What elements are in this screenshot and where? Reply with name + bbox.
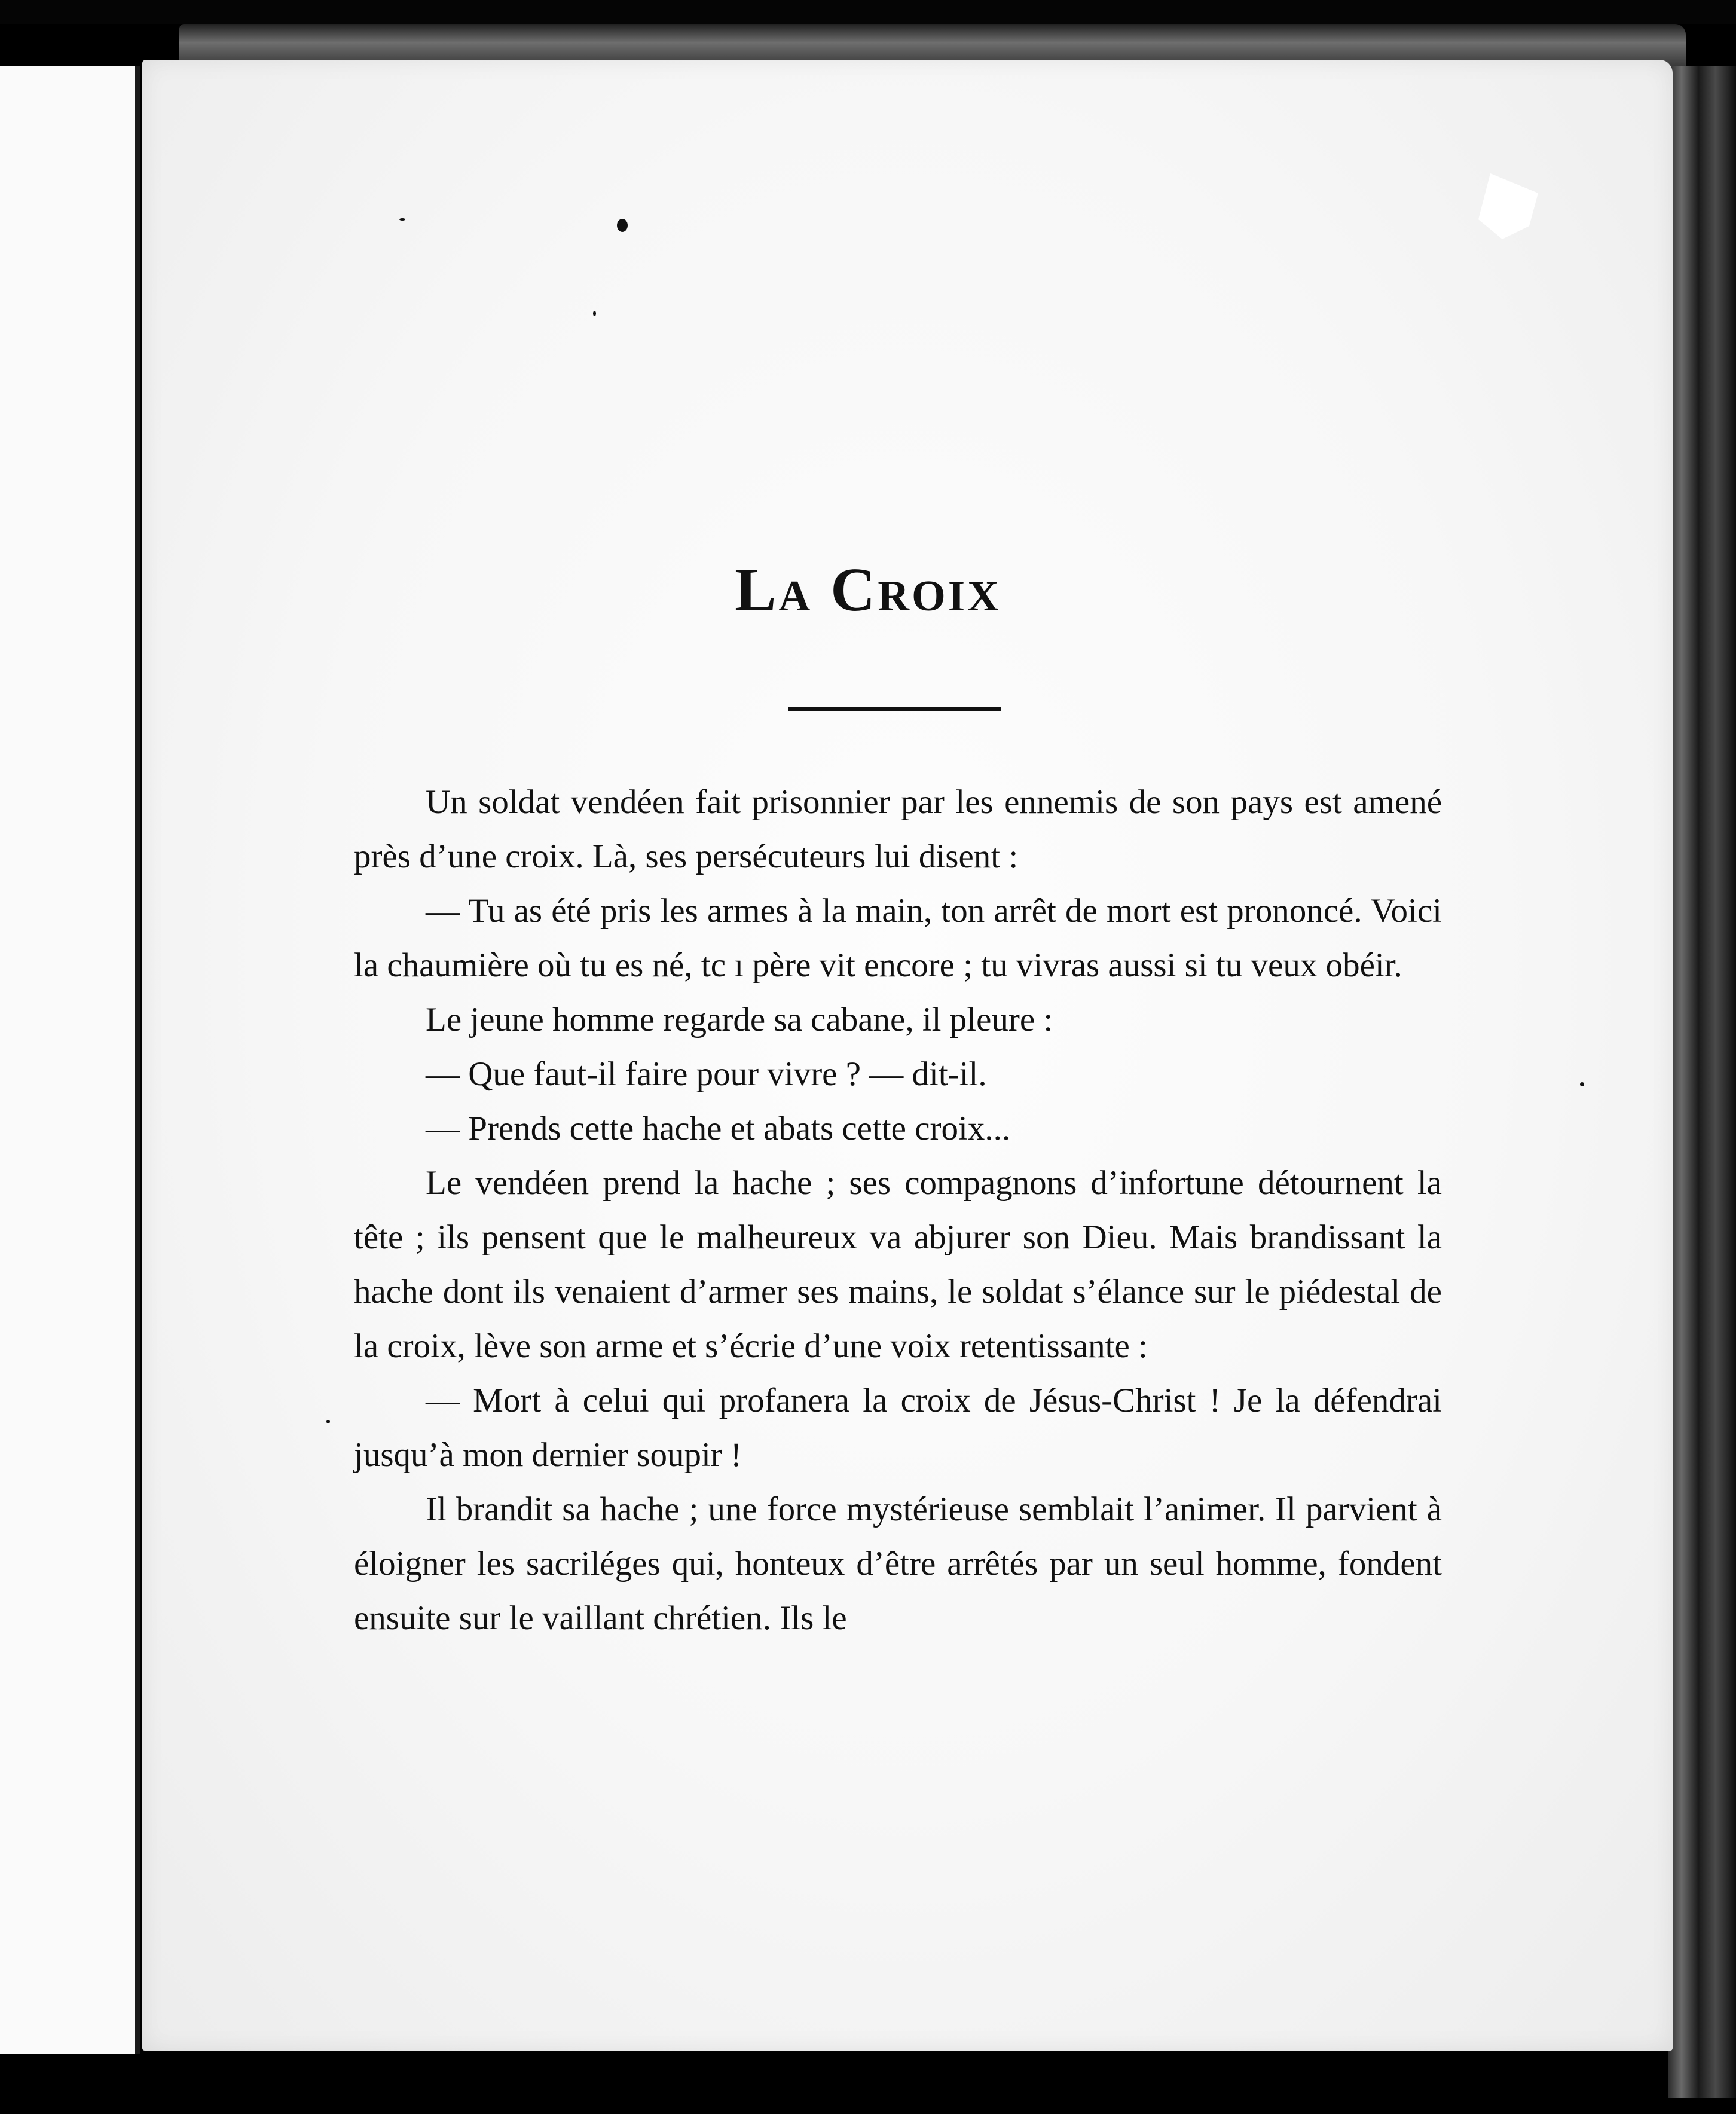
paragraph: — Prends cette hache et abats cette croix...: [426, 1110, 1011, 1147]
title-rule: [788, 707, 1001, 711]
page-stack-edge: [1668, 66, 1736, 2098]
paragraph: — Tu as été pris les armes à la main, ton arrêt de mort est prononcé. Voici la chaumière où tu es né, tc ı père vit encore ; tu vivras aussi si tu veux obéir.: [354, 892, 1442, 984]
ink-speck: [399, 218, 405, 221]
ink-speck: [1580, 1082, 1584, 1086]
paragraph: Le jeune homme regarde sa cabane, il pleure :: [426, 1001, 1053, 1038]
paragraph: — Que faut-il faire pour vivre ? — dit-il.: [426, 1055, 987, 1093]
body-text: [354, 775, 1442, 1645]
top-scan-border: [0, 0, 1736, 24]
paper-tear: [1478, 173, 1538, 239]
binding-edge: [135, 66, 140, 2054]
paragraph: Le vendéen prend la hache ; ses compagnons d’infortune détournent la tête ; ils pensent que le malheureux va abjurer son Dieu. Mais brandissant la hache dont ils venaient d’armer ses mains, le soldat s’élance sur le piédestal de la croix, lève son arme et s’écrie d’une voix retentissante :: [354, 1164, 1442, 1365]
paragraph: Un soldat vendéen fait prisonnier par les ennemis de son pays est amené près d’une croix. Là, ses persécuteurs lui disent :: [354, 783, 1442, 875]
ink-speck: [593, 311, 596, 316]
paragraph: — Mort à celui qui profanera la croix de Jésus-Christ ! Je la défendrai jusqu’à mon dernier soupir !: [354, 1382, 1442, 1474]
facing-blank-page: [0, 66, 135, 2054]
page-title: La Croix: [735, 555, 1001, 624]
ink-speck: [326, 1420, 330, 1423]
paragraph: Il brandit sa hache ; une force mystérieuse semblait l’animer. Il parvient à éloigner les sacriléges qui, honteux d’être arrêtés par un seul homme, fondent ensuite sur le vaillant chrétien. Ils le: [354, 1490, 1442, 1637]
ink-speck: [617, 219, 628, 232]
